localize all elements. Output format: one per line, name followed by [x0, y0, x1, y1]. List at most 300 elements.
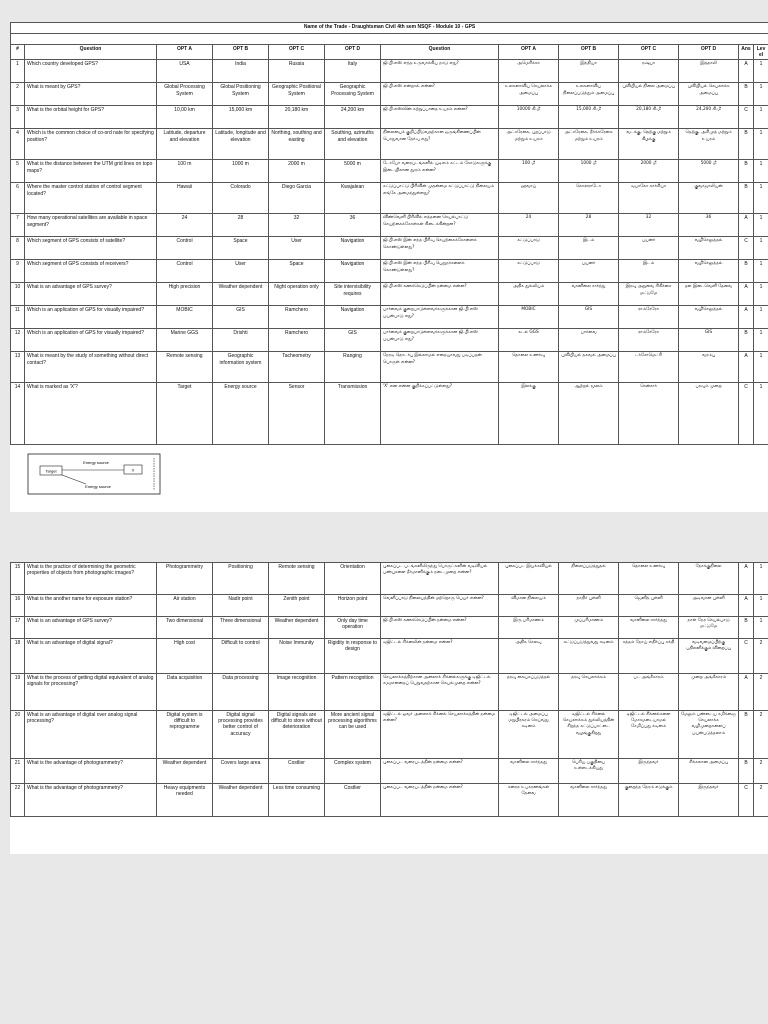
- cell-n: 22: [11, 784, 25, 817]
- cell-tb: பார்வை: [559, 329, 619, 352]
- cell-n: 21: [11, 759, 25, 784]
- cell-a: Latitude, departure and elevation: [157, 129, 213, 160]
- cell-q: Which is the common choice of co-ord nate for specifying position?: [25, 129, 157, 160]
- cell-ta: வானிலை சார்ந்தது: [499, 759, 559, 784]
- cell-n: 5: [11, 160, 25, 183]
- cell-tq: ஜி.பி.எஸ் இன் எந்த பிரிவு பெறுநர்களைக் கொண்டுள்ளது?: [381, 260, 499, 283]
- cell-lv: 1: [754, 83, 768, 106]
- cell-td: அடிவான புள்ளி: [679, 595, 739, 617]
- cell-ta: தொலை உணர்வு: [499, 352, 559, 383]
- cell-n: 9: [11, 260, 25, 283]
- cell-b: Drishti: [213, 329, 269, 352]
- cell-ans: B: [739, 759, 754, 784]
- cell-tq: விண்வெளி பிரிவில் எத்தனை செயல்பாட்டு செயற்கைக்கோள்கள் கிடைக்கின்றன?: [381, 214, 499, 237]
- cell-tq: செயலாக்கத்திற்கான அனலாக் சிக்னல்களுக்கு டிஜிட்டல் சமமானதைப் பெறுவதற்கான செயல்முறை என்ன?: [381, 674, 499, 711]
- cell-tc: பயனர்: [619, 237, 679, 260]
- cell-q: What is an advantage of GPS survey?: [25, 283, 157, 306]
- cell-tq: நிலையைக் குறிப்பிடுவதற்கான ஒருங்கிணைப்பின் பொதுவான தேர்வு எது?: [381, 129, 499, 160]
- cell-tb: கட்டுப்படுத்துவது கடினம்: [559, 639, 619, 674]
- cell-d: Geographic Processing System: [325, 83, 381, 106]
- cell-d: Navigation: [325, 306, 381, 329]
- cell-td: தெற்கு, அசிமுத் மற்றும் உயரம்: [679, 129, 739, 160]
- figure-energy-label-bottom: Energy source: [85, 484, 111, 489]
- cell-ta: கடல் GGS: [499, 329, 559, 352]
- cell-b: Space: [213, 237, 269, 260]
- cell-c: 2000 m: [269, 160, 325, 183]
- cell-n: 15: [11, 563, 25, 595]
- cell-tc: புவியியல் நிலை அமைப்பு: [619, 83, 679, 106]
- cell-ans: A: [739, 306, 754, 329]
- cell-lv: 1: [754, 383, 768, 445]
- cell-ta: கனரக உபகரணங்கள் தேவை: [499, 784, 559, 817]
- cell-d: Navigation: [325, 260, 381, 283]
- cell-tb: கொலராடோ: [559, 183, 619, 214]
- cell-q: What is the advantage of photogrammetry?: [25, 784, 157, 817]
- document-page-2: [10, 562, 768, 854]
- table-row: [11, 329, 768, 352]
- remote-sensing-diagram: [26, 452, 162, 496]
- cell-q: What is marked as 'X'?: [25, 383, 157, 445]
- cell-ans: B: [739, 260, 754, 283]
- cell-ta: 100 மீ: [499, 160, 559, 183]
- cell-d: Ranging: [325, 352, 381, 383]
- cell-lv: 1: [754, 617, 768, 639]
- cell-lv: 2: [754, 759, 768, 784]
- col-header: OPT A: [157, 45, 213, 60]
- cell-a: Air station: [157, 595, 213, 617]
- table-row: [11, 563, 768, 595]
- cell-td: நாள் நேர செயல்பாடு மட்டுமே: [679, 617, 739, 639]
- cell-c: Geographic Positional System: [269, 83, 325, 106]
- table-row: [11, 160, 768, 183]
- cell-b: Digital signal processing provides better control of accuracy: [213, 711, 269, 759]
- cell-n: 17: [11, 617, 25, 639]
- col-header: OPT D: [679, 45, 739, 60]
- figure-target-label: Target: [45, 468, 57, 474]
- cell-a: Heavy equipments needed: [157, 784, 213, 817]
- cell-tb: வானிலை சார்ந்து: [559, 283, 619, 306]
- col-header: OPT B: [213, 45, 269, 60]
- figure-energy-label-top: Energy source: [83, 460, 109, 465]
- cell-td: இத்தாலி: [679, 60, 739, 83]
- table-row: [11, 759, 768, 784]
- cell-tq: நேரடி தொடர்பு இல்லாமல் எதையாவது படிப்பதன் பொருள் என்ன?: [381, 352, 499, 383]
- cell-tq: புகைப்பட வரைபடத்தின் நன்மை என்ன?: [381, 759, 499, 784]
- cell-lv: 1: [754, 160, 768, 183]
- cell-tq: ஜி.பி.எஸ் கணக்கெடுப்பின் நன்மை என்ன?: [381, 283, 499, 306]
- cell-tc: இடம்: [619, 260, 679, 283]
- cell-c: Digital signals are difficult to store without deterioration: [269, 711, 325, 759]
- cell-a: Digital system is difficult to reprogramme: [157, 711, 213, 759]
- cell-b: Latitude, longitude and elevation: [213, 129, 269, 160]
- cell-lv: 1: [754, 595, 768, 617]
- cell-ta: டிஜிட்டல் அமைப்பு மறுபிரசுரம் செய்வது கடினம்: [499, 711, 559, 759]
- cell-ans: A: [739, 214, 754, 237]
- cell-n: 12: [11, 329, 25, 352]
- cell-tq: கட்டுப்பாட்டு பிரிவின் முதன்மை கட்டுப்பாட்டு நிலையம் எங்கே அமைந்துள்ளது?: [381, 183, 499, 214]
- cell-d: Costlier: [325, 784, 381, 817]
- cell-q: Which country developed GPS?: [25, 60, 157, 83]
- cell-tb: பெரிய பகுதியை உள்ளடக்கியது: [559, 759, 619, 784]
- cell-ans: A: [739, 352, 754, 383]
- cell-a: Weather dependent: [157, 759, 213, 784]
- col-header: OPT D: [325, 45, 381, 60]
- cell-ans: B: [739, 183, 754, 214]
- cell-q: What is the orbital height for GPS?: [25, 106, 157, 129]
- cell-lv: 2: [754, 674, 768, 711]
- cell-b: Difficult to control: [213, 639, 269, 674]
- cell-q: What is meant by the study of something without direct contact?: [25, 352, 157, 383]
- cell-q: What is an advantage of digital over analog signal processing?: [25, 711, 157, 759]
- table-row: [11, 83, 768, 106]
- table-row: [11, 129, 768, 160]
- cell-ans: A: [739, 674, 754, 711]
- table-body-2: [11, 563, 768, 817]
- cell-q: What is the process of getting digital equivalent of analog signals for processing?: [25, 674, 157, 711]
- cell-tc: 2000 மீ: [619, 160, 679, 183]
- cell-tc: டச்சோமெட்ரி: [619, 352, 679, 383]
- cell-tb: 1000 மீ: [559, 160, 619, 183]
- table-body-1: [11, 60, 768, 445]
- cell-td: வழிசெலுத்தல்: [679, 260, 739, 283]
- table-row: [11, 784, 768, 817]
- cell-n: 19: [11, 674, 25, 711]
- cell-c: Diego Garcia: [269, 183, 325, 214]
- table-row: [11, 60, 768, 83]
- cell-lv: 2: [754, 711, 768, 759]
- cell-tc: 20,180 கி.மீ: [619, 106, 679, 129]
- table-row: [11, 674, 768, 711]
- cell-tb: 15,000 கி.மீ: [559, 106, 619, 129]
- cell-q: What is an advantage of GPS survey?: [25, 617, 157, 639]
- cell-tq: ஜி.பி.எஸ் என்றால் என்ன?: [381, 83, 499, 106]
- cell-tc: ஜெனித் புள்ளி: [619, 595, 679, 617]
- cell-b: Covers large area: [213, 759, 269, 784]
- cell-tb: இந்தியா: [559, 60, 619, 83]
- cell-d: Horizon point: [325, 595, 381, 617]
- cell-ans: C: [739, 106, 754, 129]
- cell-ans: B: [739, 329, 754, 352]
- cell-c: Zenith point: [269, 595, 325, 617]
- cell-d: Complex system: [325, 759, 381, 784]
- cell-ans: C: [739, 784, 754, 817]
- cell-ta: 10000 கி.மீ: [499, 106, 559, 129]
- cell-n: 8: [11, 237, 25, 260]
- cell-tb: அட்சரேகை, தீர்க்கரேகை மற்றும் உயரம்: [559, 129, 619, 160]
- spacer-row: [11, 34, 768, 45]
- col-header: #: [11, 45, 25, 60]
- cell-tb: உலகளாவிய நிலைப்படுத்தும் அமைப்பு: [559, 83, 619, 106]
- cell-lv: 1: [754, 129, 768, 160]
- cell-tc: இரவு அறுவை சிகிச்சை மட்டுமே: [619, 283, 679, 306]
- cell-tc: சத்தம் நோய் எதிர்ப்பு சக்தி: [619, 639, 679, 674]
- cell-tc: ரஷ்யா: [619, 60, 679, 83]
- cell-ta: இரு பரிமாணம்: [499, 617, 559, 639]
- cell-a: Remote sensing: [157, 352, 213, 383]
- cell-ans: B: [739, 129, 754, 160]
- cell-tc: குறைந்த நேரம் எடுக்கும்: [619, 784, 679, 817]
- table-row: [11, 595, 768, 617]
- question-table-1: [10, 22, 768, 445]
- cell-tc: இருந்தவர்: [619, 759, 679, 784]
- cell-td: வரம்பு: [679, 352, 739, 383]
- cell-ans: A: [739, 595, 754, 617]
- col-header: OPT B: [559, 45, 619, 60]
- cell-td: வழிசெலுத்தல்: [679, 306, 739, 329]
- cell-td: GIS: [679, 329, 739, 352]
- cell-q: What is the another name for exposure station?: [25, 595, 157, 617]
- cell-d: Site intervisibility requires: [325, 283, 381, 306]
- cell-b: Three dimensional: [213, 617, 269, 639]
- cell-b: Positioning: [213, 563, 269, 595]
- table-row: [11, 183, 768, 214]
- cell-ta: ஹவாய்: [499, 183, 559, 214]
- cell-tc: டிஜிட்டல் சிக்னல்களை மோசமடையாமல் சேமிப்பது கடினம்: [619, 711, 679, 759]
- cell-ans: C: [739, 237, 754, 260]
- cell-b: Colorado: [213, 183, 269, 214]
- cell-d: Orientation: [325, 563, 381, 595]
- cell-b: User: [213, 260, 269, 283]
- cell-a: Control: [157, 237, 213, 260]
- cell-a: Data acquisition: [157, 674, 213, 711]
- cell-a: High cost: [157, 639, 213, 674]
- cell-c: Tacheometry: [269, 352, 325, 383]
- cell-a: Hawaii: [157, 183, 213, 214]
- cell-a: 10,00 km: [157, 106, 213, 129]
- col-header: OPT C: [269, 45, 325, 60]
- cell-d: Navigation: [325, 237, 381, 260]
- cell-td: புவியியல் செயலாக்க அமைப்பு: [679, 83, 739, 106]
- cell-c: 20,180 km: [269, 106, 325, 129]
- cell-d: Transmission: [325, 383, 381, 445]
- cell-td: தள இடைவெளி தேவை: [679, 283, 739, 306]
- cell-n: 4: [11, 129, 25, 160]
- cell-b: 28: [213, 214, 269, 237]
- cell-tb: டிஜிட்டல் சிக்னல் செயலாக்கம் துல்லியத்தின் சிறந்த கட்டுப்பாட்டை வழங்குகிறது: [559, 711, 619, 759]
- cell-n: 10: [11, 283, 25, 306]
- cell-d: Italy: [325, 60, 381, 83]
- cell-ta: கட்டுப்பாடு: [499, 237, 559, 260]
- cell-tb: 28: [559, 214, 619, 237]
- cell-ta: அட்சரேகை, புறப்பாடு மற்றும் உயரம்: [499, 129, 559, 160]
- cell-ta: இலக்கு: [499, 383, 559, 445]
- cell-ans: B: [739, 617, 754, 639]
- cell-ta: விமான நிலையம்: [499, 595, 559, 617]
- cell-td: 36: [679, 214, 739, 237]
- cell-tc: தொலை உணர்வு: [619, 563, 679, 595]
- cell-tq: டிஜிட்டல் ஓவர் அனலாக் சிக்னல் செயலாக்கத்தின் நன்மை என்ன?: [381, 711, 499, 759]
- cell-n: 14: [11, 383, 25, 445]
- col-header: OPT A: [499, 45, 559, 60]
- cell-a: Photogrammetry: [157, 563, 213, 595]
- cell-c: Night operation only: [269, 283, 325, 306]
- cell-d: 24,200 km: [325, 106, 381, 129]
- table-row: [11, 383, 768, 445]
- cell-tq: பார்வைக் குறைபாடுள்ளவர்களுக்கான ஜி.பி.எஸ் பயன்பாடு எது?: [381, 306, 499, 329]
- col-header: OPT C: [619, 45, 679, 60]
- cell-tc: சென்சார்: [619, 383, 679, 445]
- cell-td: இருந்தவர்: [679, 784, 739, 817]
- cell-b: Weather dependent: [213, 283, 269, 306]
- table-row: [11, 283, 768, 306]
- cell-td: சிக்கலான அமைப்பு: [679, 759, 739, 784]
- cell-d: More ancient signal processing algorithms can be used: [325, 711, 381, 759]
- cell-n: 3: [11, 106, 25, 129]
- table-row: [11, 711, 768, 759]
- cell-b: 1000 m: [213, 160, 269, 183]
- cell-c: Noise Immunity: [269, 639, 325, 674]
- cell-d: Kwajalean: [325, 183, 381, 214]
- cell-q: What is meant by GPS?: [25, 83, 157, 106]
- cell-lv: 1: [754, 237, 768, 260]
- cell-tq: புகைப்பட வரைபடத்தின் நன்மை என்ன?: [381, 784, 499, 817]
- cell-a: USA: [157, 60, 213, 83]
- table-row: [11, 352, 768, 383]
- cell-b: GIS: [213, 306, 269, 329]
- cell-ans: B: [739, 160, 754, 183]
- cell-lv: 1: [754, 106, 768, 129]
- cell-tc: பட அங்கீகாரம்: [619, 674, 679, 711]
- cell-td: வடிவமைப்பிற்கு பதிலளிக்கும் விறைப்பு: [679, 639, 739, 674]
- cell-c: Ramchero: [269, 306, 325, 329]
- cell-tq: ஜி.பி.எஸ் கணக்கெடுப்பின் நன்மை என்ன?: [381, 617, 499, 639]
- cell-n: 13: [11, 352, 25, 383]
- cell-lv: 1: [754, 283, 768, 306]
- cell-tq: புகைப்பட படங்களிலிருந்து பொருட்களின் வடிவியல் பண்புகளை தீர்மானிக்கும் நடைமுறை என்ன?: [381, 563, 499, 595]
- cell-ta: 24: [499, 214, 559, 237]
- cell-tb: இடம்: [559, 237, 619, 260]
- cell-c: 32: [269, 214, 325, 237]
- cell-tb: ஆற்றல் மூலம்: [559, 383, 619, 445]
- cell-lv: 2: [754, 784, 768, 817]
- cell-c: Northing, southing and easting: [269, 129, 325, 160]
- cell-c: Weather dependent: [269, 617, 325, 639]
- cell-n: 18: [11, 639, 25, 674]
- col-header: Question: [25, 45, 157, 60]
- cell-c: Ramchero: [269, 329, 325, 352]
- cell-tc: ராம்சேரோ: [619, 329, 679, 352]
- cell-ta: அதிக செலவு: [499, 639, 559, 674]
- cell-tq: 'X' என என்ன குறிக்கப்பட்டுள்ளது?: [381, 383, 499, 445]
- cell-lv: 1: [754, 329, 768, 352]
- cell-q: Where the master control station of control segment located?: [25, 183, 157, 214]
- cell-td: 5000 மீ: [679, 160, 739, 183]
- cell-a: Control: [157, 260, 213, 283]
- cell-tb: தரவு செயலாக்கம்: [559, 674, 619, 711]
- cell-q: Which is an application of GPS for visually impaired?: [25, 329, 157, 352]
- cell-td: வழிசெலுத்தல்: [679, 237, 739, 260]
- cell-tb: GIS: [559, 306, 619, 329]
- cell-ans: C: [739, 639, 754, 674]
- cell-d: Rigidity in response to design: [325, 639, 381, 674]
- cell-td: மேலும் பண்டைய சமிக்ஞை செயலாக்க வழிமுறைகளைப் பயன்படுத்தலாம்: [679, 711, 739, 759]
- cell-q: Which is an application of GPS for visually impaired?: [25, 306, 157, 329]
- cell-c: Remote sensing: [269, 563, 325, 595]
- cell-b: Energy source: [213, 383, 269, 445]
- cell-n: 7: [11, 214, 25, 237]
- cell-n: 11: [11, 306, 25, 329]
- cell-n: 20: [11, 711, 25, 759]
- table-row: [11, 106, 768, 129]
- document-page-1: [10, 22, 768, 512]
- cell-b: Weather dependent: [213, 784, 269, 817]
- cell-a: MOBIC: [157, 306, 213, 329]
- cell-ans: B: [739, 711, 754, 759]
- col-header: Level: [754, 45, 768, 60]
- table-row: [11, 639, 768, 674]
- cell-ta: MOBIC: [499, 306, 559, 329]
- table-row: [11, 214, 768, 237]
- cell-td: 24,200 கி.மீ: [679, 106, 739, 129]
- cell-d: GIS: [325, 329, 381, 352]
- cell-c: Image recognition: [269, 674, 325, 711]
- cell-c: Less time consuming: [269, 784, 325, 817]
- cell-c: User: [269, 237, 325, 260]
- cell-tb: வானிலை சார்ந்தது: [559, 784, 619, 817]
- cell-ta: அதிக துல்லியம்: [499, 283, 559, 306]
- cell-a: Two dimensional: [157, 617, 213, 639]
- cell-td: குவாஜாலியன்: [679, 183, 739, 214]
- cell-n: 2: [11, 83, 25, 106]
- cell-n: 16: [11, 595, 25, 617]
- cell-c: Sensor: [269, 383, 325, 445]
- table-row: [11, 237, 768, 260]
- cell-ans: B: [739, 83, 754, 106]
- cell-lv: 1: [754, 260, 768, 283]
- cell-c: Russia: [269, 60, 325, 83]
- cell-b: Data processing: [213, 674, 269, 711]
- col-header: Ans: [739, 45, 754, 60]
- cell-tq: ஜி.பி.எஸ்ஸின் சுற்றுப்பாதை உயரம் என்ன?: [381, 106, 499, 129]
- col-header: Question: [381, 45, 499, 60]
- cell-tc: வடக்கு, தெற்கு மற்றும் கிழக்கு: [619, 129, 679, 160]
- cell-tq: டோபோ வரைபடங்களில் யுடிஎம் கட்டம் கோடுகளுக்கு இடையிலான தூரம் என்ன?: [381, 160, 499, 183]
- cell-d: Only day time operation: [325, 617, 381, 639]
- cell-c: Costlier: [269, 759, 325, 784]
- cell-td: நோக்குநிலை: [679, 563, 739, 595]
- cell-b: Nadir point: [213, 595, 269, 617]
- cell-tb: புவியியல் தகவல் அமைப்பு: [559, 352, 619, 383]
- cell-tc: டியாகோ கார்சியா: [619, 183, 679, 214]
- cell-ans: C: [739, 383, 754, 445]
- cell-d: 5000 m: [325, 160, 381, 183]
- cell-tq: ஜி.பி.எஸ் இன் எந்த பிரிவு செயற்கைக்கோளைக் கொண்டுள்ளது?: [381, 237, 499, 260]
- question-table-2: [10, 562, 768, 817]
- table-row: [11, 306, 768, 329]
- table-row: [11, 617, 768, 639]
- cell-c: Space: [269, 260, 325, 283]
- cell-n: 1: [11, 60, 25, 83]
- cell-ans: A: [739, 283, 754, 306]
- cell-tb: பயனர்: [559, 260, 619, 283]
- cell-tb: முப்பரிமாணம்: [559, 617, 619, 639]
- cell-lv: 1: [754, 352, 768, 383]
- table-row: [11, 260, 768, 283]
- cell-ta: தரவு கையகப்படுத்தல்: [499, 674, 559, 711]
- cell-b: Global Positioning System: [213, 83, 269, 106]
- cell-b: Geographic information system: [213, 352, 269, 383]
- cell-tc: 32: [619, 214, 679, 237]
- cell-d: 36: [325, 214, 381, 237]
- cell-tq: டிஜிட்டல் சிக்னலின் நன்மை என்ன?: [381, 639, 499, 674]
- cell-a: 24: [157, 214, 213, 237]
- cell-tq: வெளிப்பாடு நிலையத்தின் மற்றொரு பெயர் என்ன?: [381, 595, 499, 617]
- cell-tq: பார்வைக் குறைபாடுள்ளவர்களுக்கான ஜி.பி.எஸ் பயன்பாடு எது?: [381, 329, 499, 352]
- cell-d: Southing, azimuths and elevation: [325, 129, 381, 160]
- cell-q: What is the distance between the UTM grid lines on topo maps?: [25, 160, 157, 183]
- cell-q: What is the practice of determining the geometric properties of objects from photographic images?: [25, 563, 157, 595]
- cell-q: How many operational satellites are available in space segment?: [25, 214, 157, 237]
